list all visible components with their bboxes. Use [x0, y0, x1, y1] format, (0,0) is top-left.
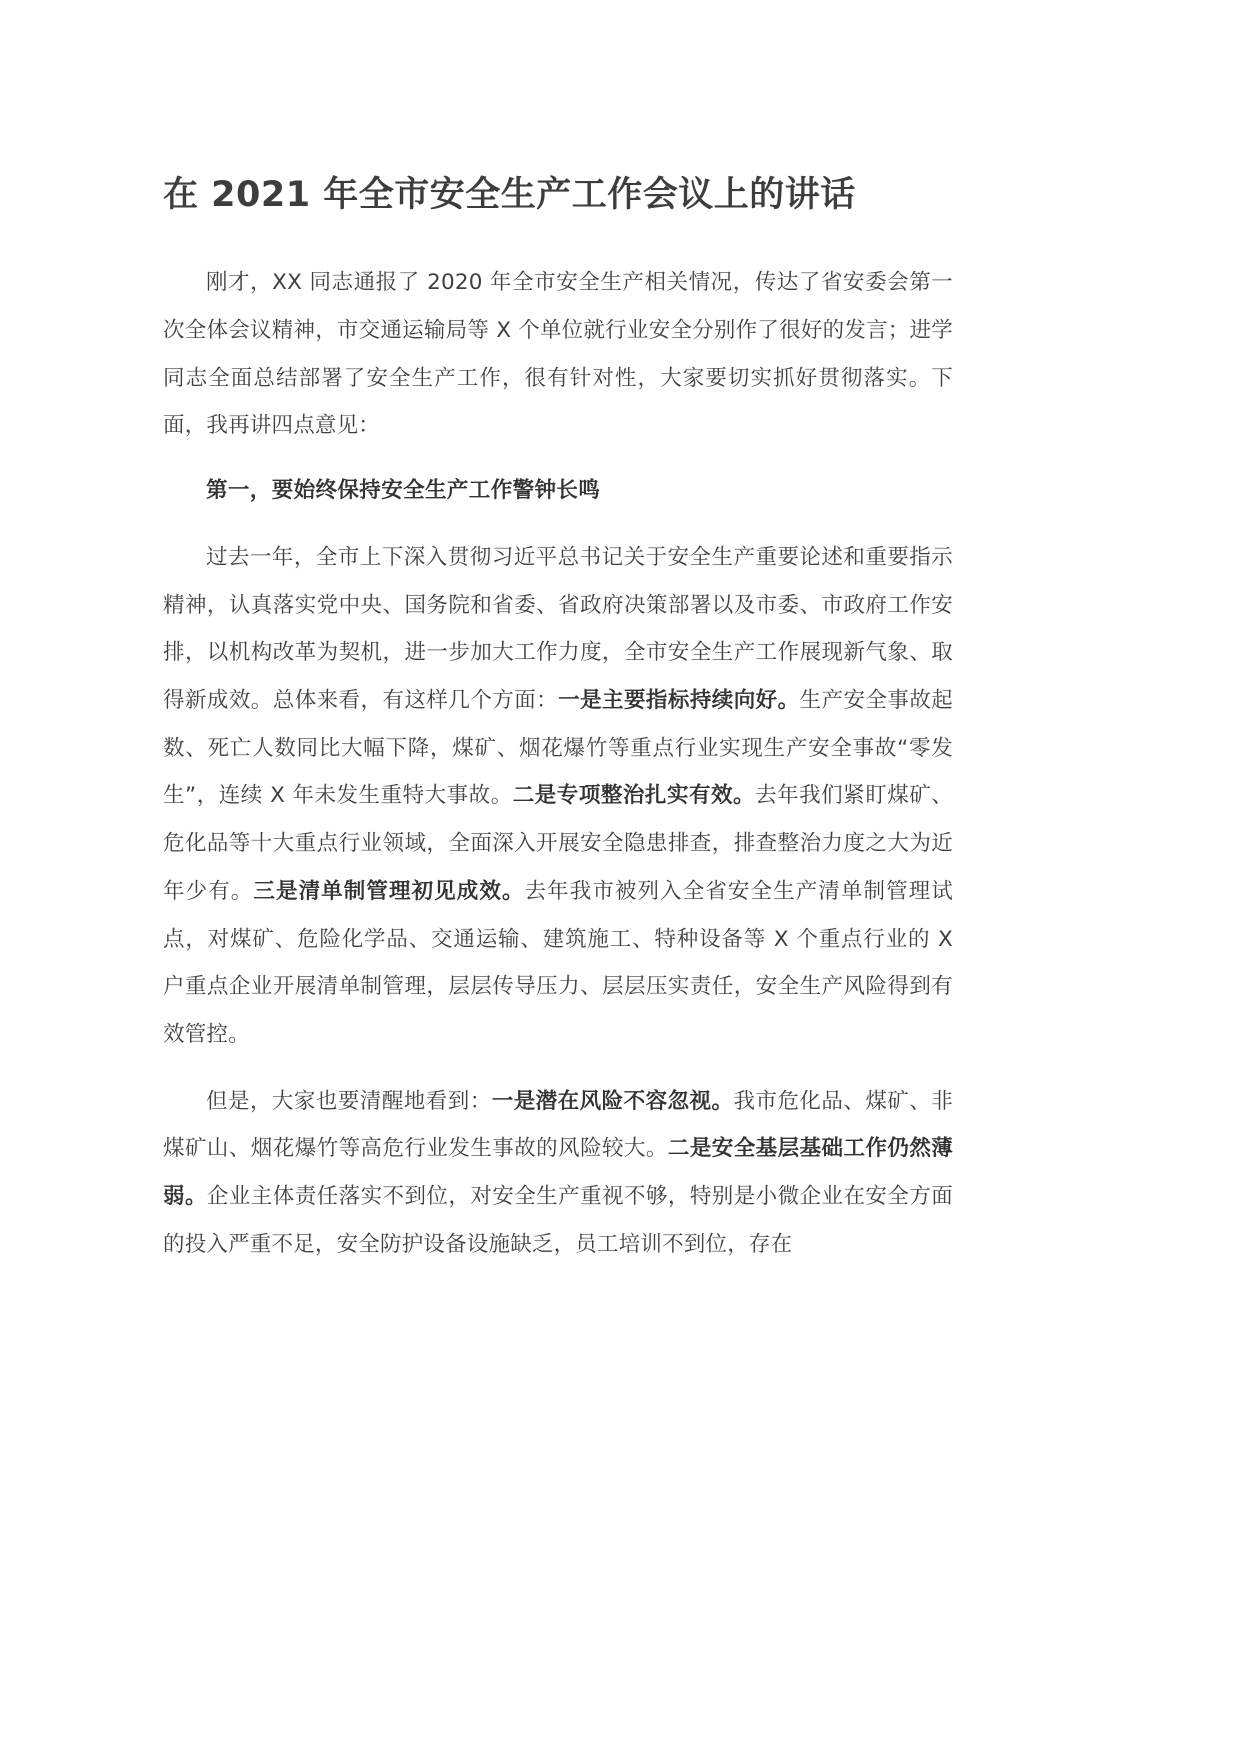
emphasis-run: 三是清单制管理初见成效。 [253, 878, 525, 904]
page-title: 在 2021 年全市安全生产工作会议上的讲话 [163, 175, 856, 215]
text-run: 但是，大家也要清醒地看到： [206, 1088, 492, 1114]
text-run: 生产安全事故起数、死亡人数同比大幅下降，煤矿、烟花爆竹等重点行业实现生产安全事故“零发生”，连续 X 年未发生重特大事故。 [163, 688, 954, 809]
text-run: 刚才，XX 同志通报了 2020 年全市安全生产相关情况，传达了省安委会第一次全体会议精神，市交通运输局等 X 个单位就行业安全分别作了很好的发言；进学同志全面总结部署了安全生产工作，很有针对性，大家要切实抓好贯彻落实。下面，我再讲四点意见： [163, 270, 953, 439]
emphasis-run: 第一，要始终保持安全生产工作警钟长鸣 [206, 478, 601, 504]
text-run: 企业主体责任落实不到位，对安全生产重视不够，特别是小微企业在安全方面的投入严重不足，安全防护设备设施缺乏，员工培训不到位，存在 [163, 1184, 953, 1257]
emphasis-run: 一是主要指标持续向好。 [558, 688, 800, 713]
section-heading-1 [163, 467, 953, 515]
document-body [163, 0, 953, 1269]
paragraph-review-achievements [163, 534, 953, 1059]
text-run: 我市危化品、煤矿、非煤矿山、烟花爆竹等高危行业发生事故的风险较大。 [163, 1088, 953, 1162]
paragraph-opening [163, 259, 953, 450]
text-run: 去年我们紧盯煤矿、危化品等十大重点行业领域，全面深入开展安全隐患排查，排查整治力度之大为近年少有。 [163, 783, 953, 904]
text-run: 去年我市被列入全省安全生产清单制管理试点，对煤矿、危险化学品、交通运输、建筑施工、特种设备等 X 个重点行业的 X 户重点企业开展清单制管理，层层传导压力、层层压实责任，安全生产风险得到有效管控。 [163, 878, 953, 1048]
emphasis-run: 二是专项整治扎实有效。 [512, 783, 756, 809]
emphasis-run: 一是潜在风险不容忽视。 [491, 1088, 734, 1114]
emphasis-run: 二是安全基层基础工作仍然薄弱。 [163, 1136, 953, 1210]
text-run: 过去一年，全市上下深入贯彻习近平总书记关于安全生产重要论述和重要指示精神，认真落实党中央、国务院和省委、省政府决策部署以及市委、市政府工作安排，以机构改革为契机，进一步加大工作力度，全市安全生产工作展现新气象、取得新成效。总体来看，有这样几个方面： [163, 544, 953, 713]
paragraph-review-problems [163, 1078, 953, 1269]
